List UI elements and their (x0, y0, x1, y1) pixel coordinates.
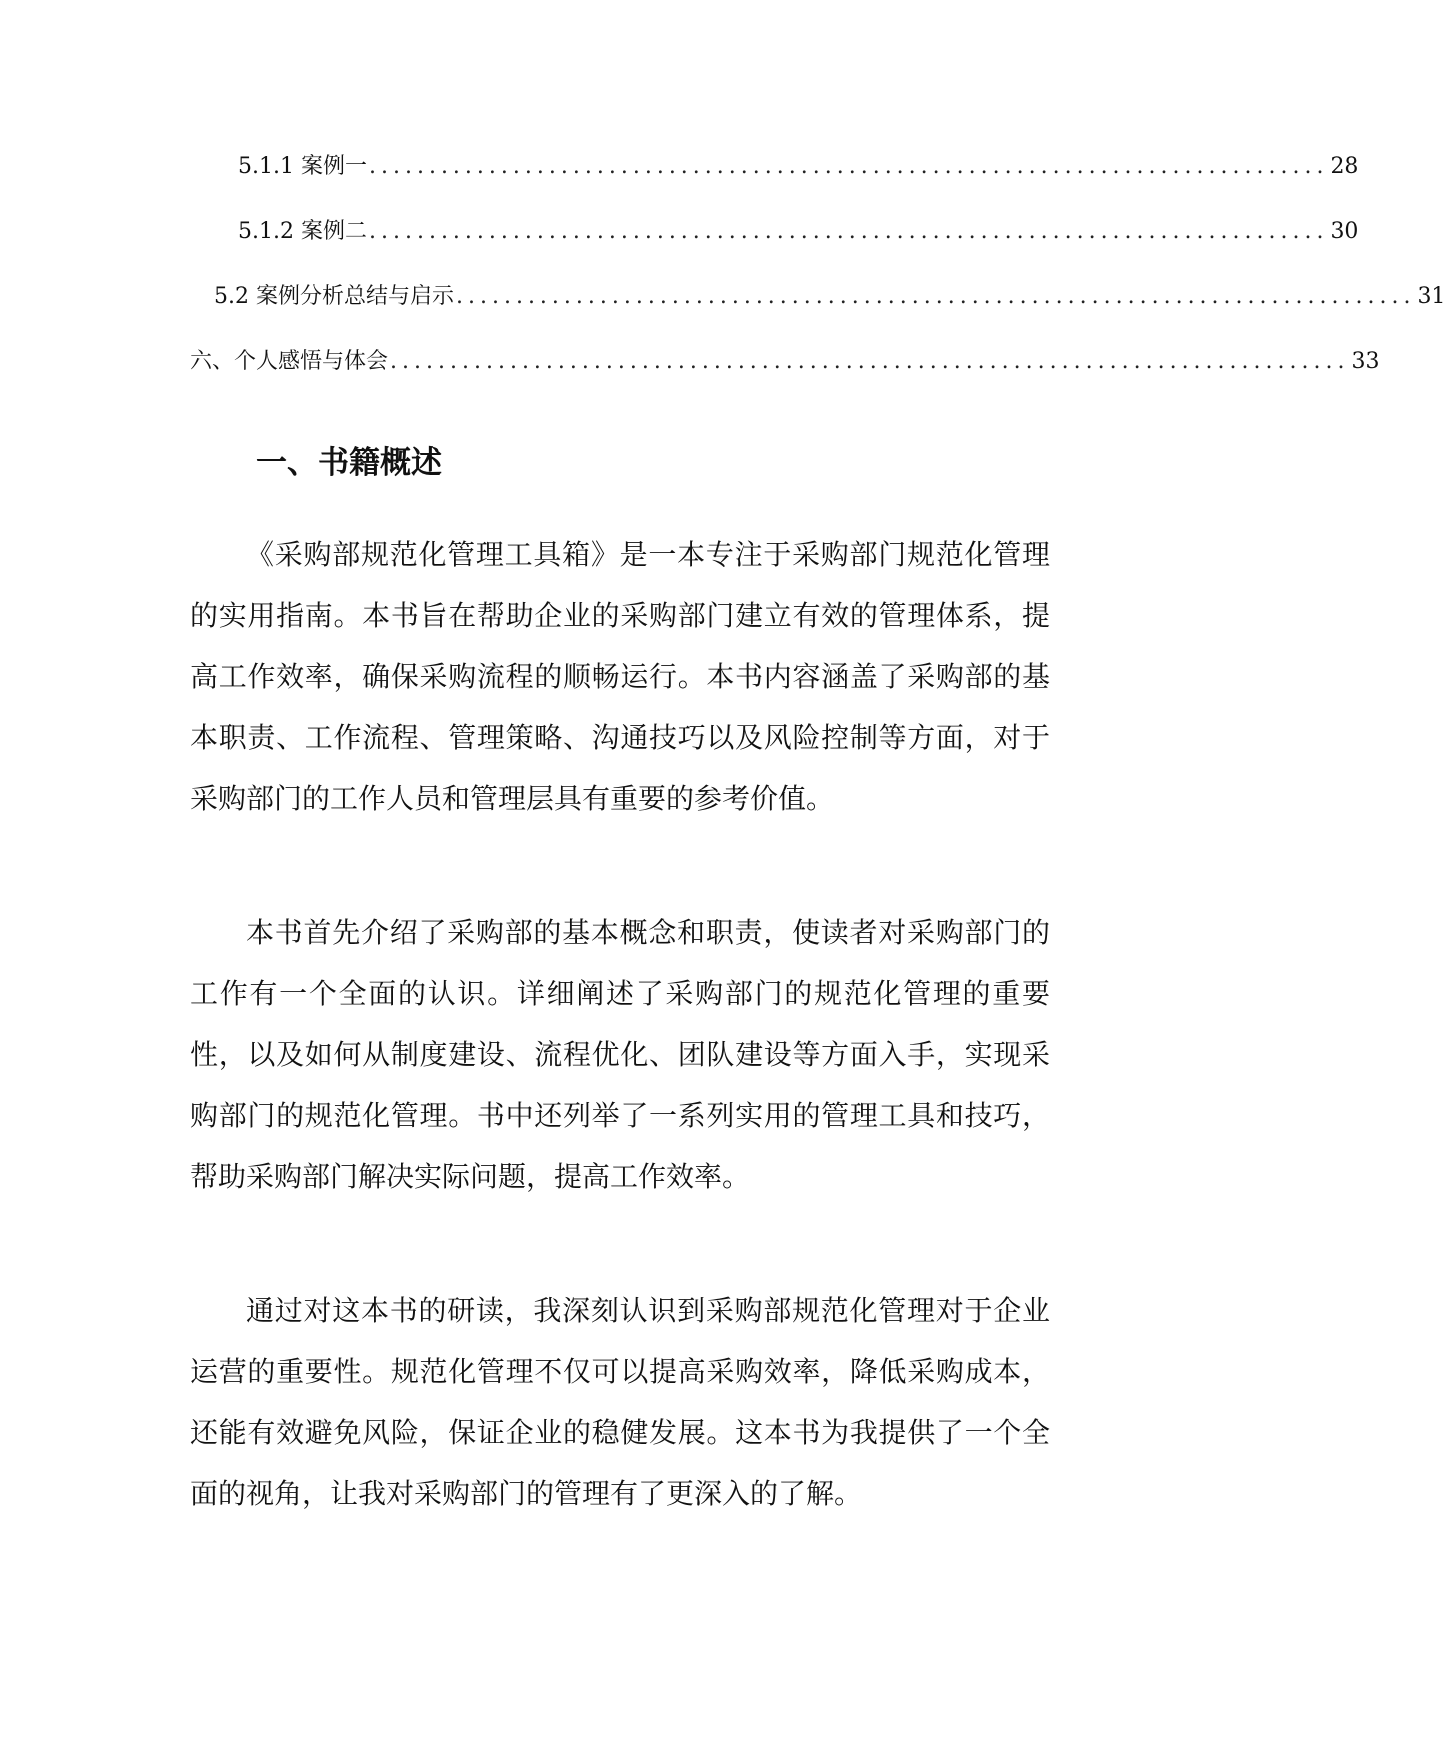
toc-entry-label: 六、个人感悟与体会 (190, 349, 389, 374)
body-paragraph-3: 通过对这本书的研读，我深刻认识到采购部规范化管理对于企业运营的重要性。规范化管理不仅可以提高采购效率，降低采购成本，还能有效避免风险，保证企业的稳健发展。这本书为我提供了一个全面的视角，让我对采购部门的管理有了更深入的了解。 (190, 1294, 1050, 1510)
toc-page-number: 28 (1330, 154, 1359, 179)
toc-entry-label: 5.2 案例分析总结与启示 (214, 284, 454, 309)
toc-page-number: 33 (1351, 349, 1380, 374)
toc-entry-5-1-1[interactable] (238, 147, 1359, 187)
toc-page-number: 30 (1330, 219, 1359, 244)
toc-dot-leader: ................................................................................ (390, 349, 1350, 374)
toc-entry-label: 5.1.1 案例一 (238, 154, 367, 179)
toc-dot-leader: ................................................................................ (368, 219, 1329, 244)
toc-dot-leader: ................................................................................ (368, 154, 1329, 179)
toc-entry-6[interactable] (190, 342, 1380, 382)
body-paragraph-1: 《采购部规范化管理工具箱》是一本专注于采购部门规范化管理的实用指南。本书旨在帮助企业的采购部门建立有效的管理体系，提高工作效率，确保采购流程的顺畅运行。本书内容涵盖了采购部的基本职责、工作流程、管理策略、沟通技巧以及风险控制等方面，对于采购部门的工作人员和管理层具有重要的参考价值。 (190, 538, 1050, 815)
toc-entry-label: 5.1.2 案例二 (238, 219, 367, 244)
toc-dot-leader: ................................................................................ (455, 284, 1416, 309)
toc-entry-5-2[interactable] (214, 277, 1445, 317)
toc-page-number: 31 (1417, 284, 1445, 309)
body-paragraph-2: 本书首先介绍了采购部的基本概念和职责，使读者对采购部门的工作有一个全面的认识。详细阐述了采购部门的规范化管理的重要性，以及如何从制度建设、流程优化、团队建设等方面入手，实现采购部门的规范化管理。书中还列举了一系列实用的管理工具和技巧，帮助采购部门解决实际问题，提高工作效率。 (190, 916, 1050, 1193)
section-heading: 一、书籍概述 (256, 445, 442, 481)
toc-entry-5-1-2[interactable] (238, 212, 1359, 252)
